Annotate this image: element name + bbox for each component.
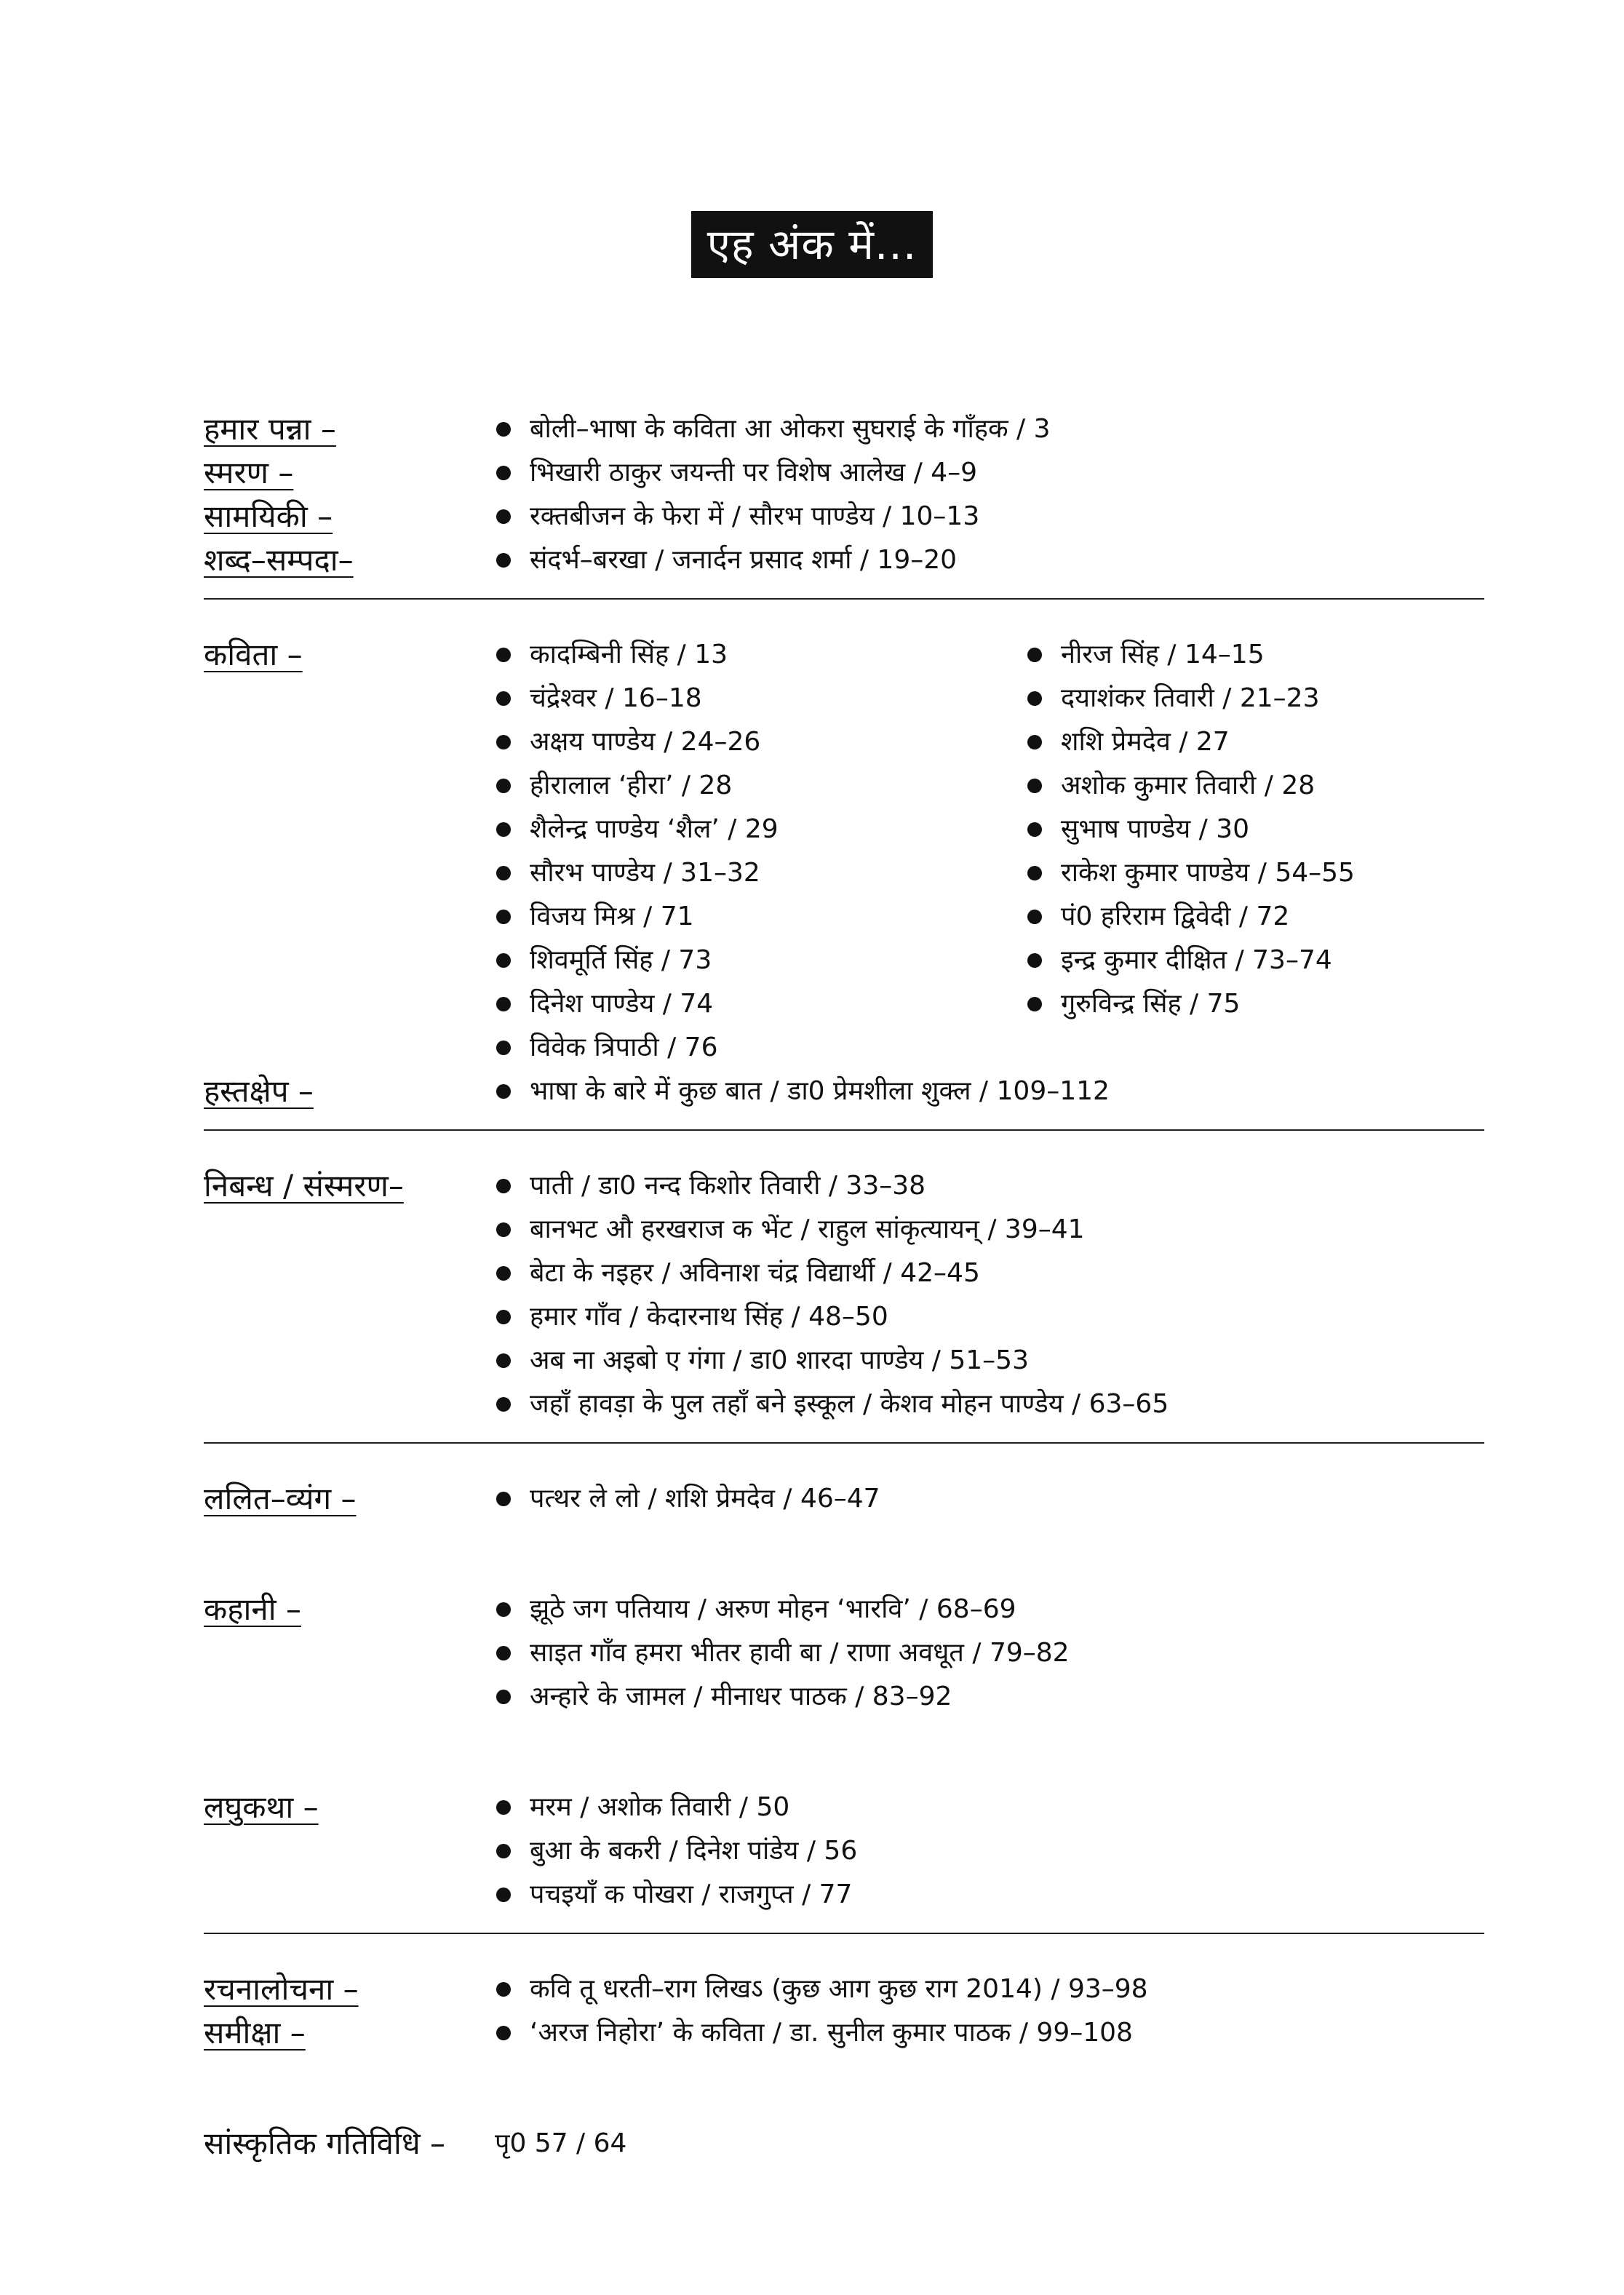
toc-row-lalit [204,1477,1484,1521]
bullet-icon [496,1266,511,1281]
bullet-icon [496,1982,511,1997]
nibandh-entries [495,1164,1484,1426]
toc-entry [495,939,1026,982]
section-label: कहानी – [204,1591,301,1627]
bullet-icon [496,1646,511,1660]
toc-entry [495,1829,1484,1873]
toc-entry-text: जहाँ हावड़ा के पुल तहाँ बने इस्कूल / केशव मोहन पाण्डेय / 63–65 [530,1389,1169,1419]
toc-entry [495,1873,1484,1917]
toc-entry-text: साइत गाँव हमरा भीतर हावी बा / राणा अवधूत / 79–82 [530,1638,1070,1668]
toc-entry [495,982,1026,1026]
section-kavita [204,598,1484,1113]
title-wrap [0,211,1624,278]
section-lalit [204,1442,1484,1521]
bullet-icon [1027,779,1042,793]
bullet-icon [496,1041,511,1055]
toc-entry [495,2011,1484,2055]
toc-entry [495,1383,1484,1426]
toc-entry [495,1631,1484,1675]
toc-entry [495,808,1026,851]
bullet-icon [496,422,511,437]
bullet-icon [496,553,511,568]
bullet-icon [1027,910,1042,924]
toc-row-sanskritik [204,2122,1484,2165]
toc-entry-text: बुआ के बकरी / दिनेश पांडेय / 56 [530,1836,858,1866]
toc-entry-text: गुरुविन्द्र सिंह / 75 [1061,989,1241,1019]
toc-entry [495,633,1026,677]
section-label: समीक्षा – [204,2015,306,2051]
bullet-icon [496,822,511,837]
toc-row-rachanalochana [204,1968,1484,2011]
toc-entry-text: दिनेश पाण्डेय / 74 [530,989,714,1019]
kavita-left-column [495,633,1026,1070]
toc-row-hastakshep [204,1070,1484,1113]
toc-entry-text: हमार गाँव / केदारनाथ सिंह / 48–50 [530,1302,888,1332]
bullet-icon [496,1397,511,1412]
toc-entry [1026,982,1557,1026]
toc-entry [495,1675,1484,1719]
toc-entry-text: शशि प्रेमदेव / 27 [1061,727,1230,757]
bullet-icon [496,953,511,968]
toc-entry-text: विजय मिश्र / 71 [530,902,694,931]
toc-entry-text: कादम्बिनी सिंह / 13 [530,640,728,669]
table-of-contents [204,407,1484,2165]
bullet-icon [496,1179,511,1193]
toc-entry-text: अक्षय पाण्डेय / 24–26 [530,727,761,757]
toc-entry [495,677,1026,720]
toc-entry: रक्तबीजन के फेरा में / सौरभ पाण्डेय / 10–13 [495,495,1484,538]
bullet-icon [496,866,511,880]
rachanalochana-entries [495,1968,1484,2011]
toc-entry-text: विवेक त्रिपाठी / 76 [530,1033,718,1062]
toc-entry-text: बानभट औ हरखराज क भेंट / राहुल सांकृत्यायन् / 39–41 [530,1214,1085,1244]
toc-entry [495,1968,1484,2011]
toc-row-samayiki [204,495,1484,538]
toc-entry-text: दयाशंकर तिवारी / 21–23 [1061,683,1320,713]
toc-row-kahani [204,1588,1484,1719]
bullet-icon [496,1084,511,1099]
toc-entry [1026,939,1557,982]
toc-entry [1026,764,1557,808]
bullet-icon [496,1690,511,1704]
section-label: हमार पन्ना – [204,411,336,447]
lalit-entries [495,1477,1484,1521]
toc-entry-text: शिवमूर्ति सिंह / 73 [530,945,712,975]
section-label: सांस्कृतिक गतिविधि – [204,2125,446,2161]
toc-entry-text: शैलेन्द्र पाण्डेय ‘शैल’ / 29 [530,814,779,844]
toc-entry [495,764,1026,808]
bullet-icon [496,1222,511,1237]
section-sanskritik [204,2122,1484,2165]
bullet-icon [496,691,511,706]
section-label: कविता – [204,637,303,672]
toc-entry-text: अशोक कुमार तिवारी / 28 [1061,771,1315,800]
toc-entry [1026,851,1557,895]
section-label: शब्द–सम्पदा– [204,542,354,578]
toc-entry-text: पाती / डा0 नन्द किशोर तिवारी / 33–38 [530,1171,926,1201]
bullet-icon [496,1602,511,1617]
toc-entry-text: राकेश कुमार पाण्डेय / 54–55 [1061,858,1355,888]
toc-entry [495,1070,1484,1113]
toc-entry [495,1339,1484,1383]
bullet-icon [496,1844,511,1858]
toc-entry-text: अन्हारे के जामल / मीनाधर पाठक / 83–92 [530,1682,952,1711]
toc-entry [495,1252,1484,1295]
toc-entry-text: कवि तू धरती–राग लिखऽ (कुछ आग कुछ राग 2014) / 93–98 [530,1974,1148,2004]
section-label: लघुकथा – [204,1789,319,1825]
bullet-icon [496,2026,511,2040]
toc-entry-text: सौरभ पाण्डेय / 31–32 [530,858,760,888]
toc-entry-text: सुभाष पाण्डेय / 30 [1061,814,1250,844]
samiksha-entries [495,2011,1484,2055]
toc-entry-text: पं0 हरिराम द्विवेदी / 72 [1061,902,1290,931]
section-label: निबन्ध / संस्मरण– [204,1168,404,1204]
toc-entry [495,1588,1484,1631]
bullet-icon [496,466,511,480]
bullet-icon [1027,691,1042,706]
bullet-icon [496,1310,511,1324]
bullet-icon [496,735,511,749]
kavita-right-column [1026,633,1557,1070]
bullet-icon [1027,953,1042,968]
toc-row-shabd-sampada [204,538,1484,582]
toc-entry-text: नीरज सिंह / 14–15 [1061,640,1265,669]
kahani-entries [495,1588,1484,1719]
bullet-icon [1027,997,1042,1011]
section-rachanalochana [204,1933,1484,2055]
sanskritik-pages: पृ0 57 / 64 [495,2128,627,2158]
toc-row-hamar-panna [204,407,1484,451]
section-label: स्मरण – [204,455,294,490]
bullet-icon [496,1888,511,1902]
toc-entry-text: भाषा के बारे में कुछ बात / डा0 प्रेमशीला शुक्ल / 109–112 [530,1076,1110,1106]
toc-entry [495,895,1026,939]
bullet-icon [496,1800,511,1815]
laghukatha-entries [495,1786,1484,1917]
section-kahani [204,1588,1484,1719]
toc-row-smaran [204,451,1484,495]
bullet-icon [1027,648,1042,662]
toc-entry [1026,808,1557,851]
toc-entry-text: मरम / अशोक तिवारी / 50 [530,1792,790,1822]
toc-entry [1026,720,1557,764]
toc-entry-text: पत्थर ले लो / शशि प्रेमदेव / 46–47 [530,1484,880,1514]
bullet-icon [1027,822,1042,837]
bullet-icon [496,997,511,1011]
toc-entry: भिखारी ठाकुर जयन्ती पर विशेष आलेख / 4–9 [495,451,1484,495]
bullet-icon [496,1492,511,1506]
toc-entry [495,1295,1484,1339]
toc-entry [495,851,1026,895]
bullet-icon [1027,735,1042,749]
bullet-icon [496,1353,511,1368]
toc-entry-text: ‘अरज निहोरा’ के कविता / डा. सुनील कुमार पाठक / 99–108 [530,2018,1133,2048]
toc-entry [495,1026,1026,1070]
toc-entry-text: झूठे जग पतियाय / अरुण मोहन ‘भारवि’ / 68–69 [530,1594,1016,1624]
bullet-icon [496,910,511,924]
toc-entry: संदर्भ–बरखा / जनार्दन प्रसाद शर्मा / 19–20 [495,538,1484,582]
toc-entry-text: चंद्रेश्वर / 16–18 [530,683,702,713]
toc-entry [495,720,1026,764]
toc-row-kavita [204,633,1484,1070]
bullet-icon [496,509,511,524]
toc-entry: बोली–भाषा के कविता आ ओकरा सुघराई के गाँहक / 3 [495,407,1484,451]
toc-row-laghukatha [204,1786,1484,1917]
toc-entry [1026,895,1557,939]
section-label: रचनालोचना – [204,1971,359,2007]
bullet-icon [496,779,511,793]
toc-entry [495,1786,1484,1829]
section-nibandh [204,1129,1484,1426]
hastakshep-entries [495,1070,1484,1113]
toc-row-samiksha [204,2011,1484,2055]
section-label: सामयिकी – [204,498,333,534]
toc-entry [1026,677,1557,720]
toc-entry [495,1208,1484,1252]
toc-entry [495,1477,1484,1521]
toc-entry [495,1164,1484,1208]
toc-entry [1026,633,1557,677]
toc-entry-text: अब ना अइबो ए गंगा / डा0 शारदा पाण्डेय / 51–53 [530,1345,1029,1375]
section-label: ललित–व्यंग – [204,1481,357,1516]
section-intro [204,407,1484,582]
section-label: हस्तक्षेप – [204,1073,314,1109]
toc-entry-text: बेटा के नइहर / अविनाश चंद्र विद्यार्थी / 42–45 [530,1258,980,1288]
toc-row-nibandh [204,1164,1484,1426]
toc-entry-text: पचइयाँ क पोखरा / राजगुप्त / 77 [530,1880,853,1909]
toc-entry-text: इन्द्र कुमार दीक्षित / 73–74 [1061,945,1332,975]
section-laghukatha [204,1786,1484,1917]
toc-entry-text: हीरालाल ‘हीरा’ / 28 [530,771,733,800]
bullet-icon [1027,866,1042,880]
bullet-icon [496,648,511,662]
page-title: एह अंक में... [691,211,934,278]
